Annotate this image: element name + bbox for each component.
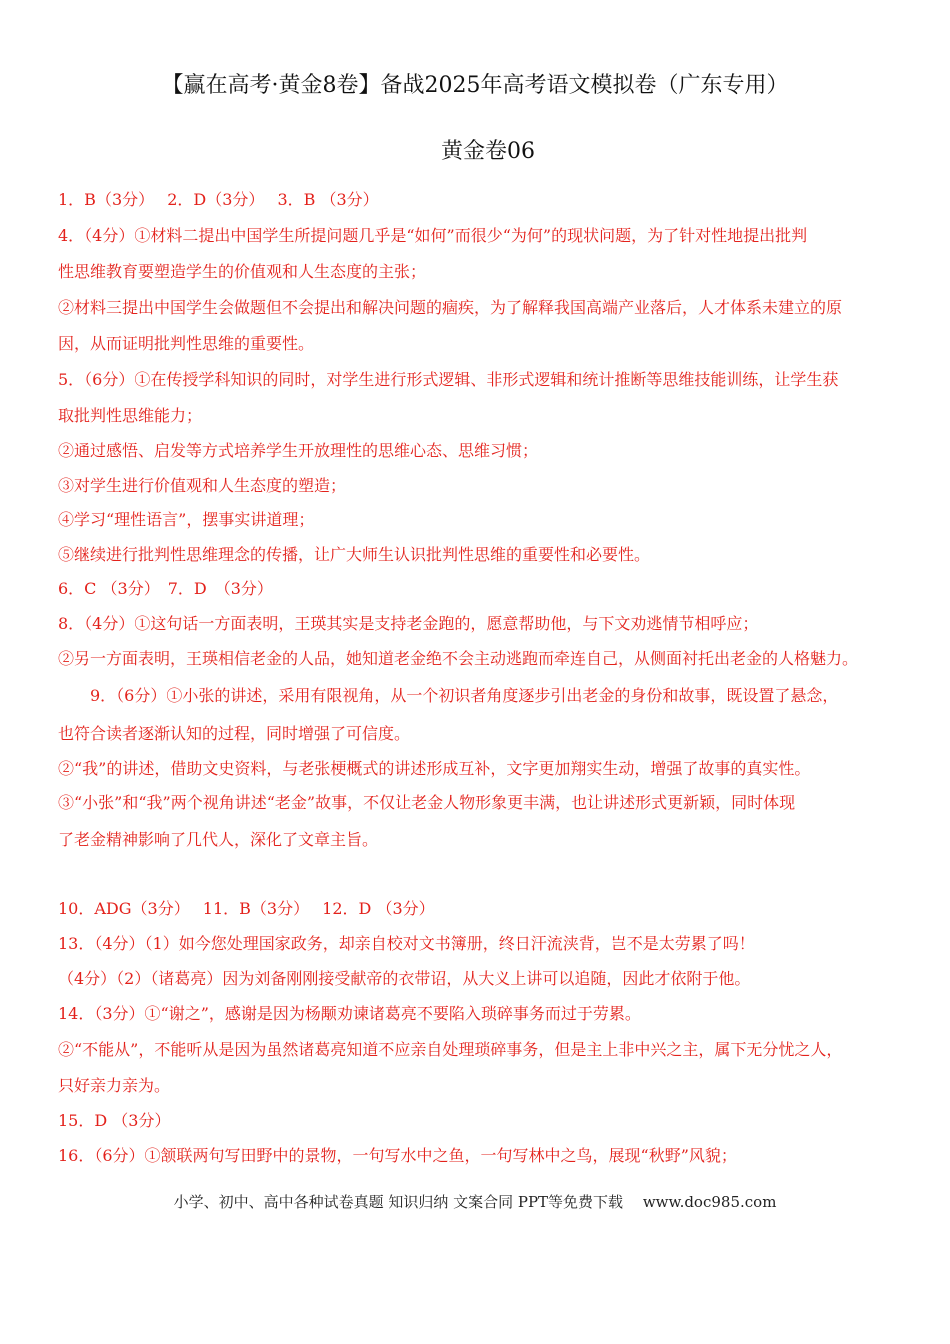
answer-line: 13．（4分）（1）如今您处理国家政务，却亲自校对文书簿册，终日汗流浃背，岂不是太劳累了吗！ <box>58 934 755 953</box>
answer-line: 因，从而证明批判性思维的重要性。 <box>58 334 315 353</box>
answer-line: 4．（4分）①材料二提出中国学生所提问题几乎是“如何”而很少“为何”的现状问题，为了针对性地提出批判 <box>58 226 808 245</box>
answer-line: 8．（4分）①这句话一方面表明，王瑛其实是支持老金跑的，愿意帮助他，与下文劝逃情节相呼应； <box>58 614 759 633</box>
answer-line: 6．C （3分） 7．D （3分） <box>58 579 273 598</box>
answer-line: 16．（6分）①颔联两句写田野中的景物，一句写水中之鱼，一句写林中之鸟，展现“秋野”风貌； <box>58 1146 737 1165</box>
answer-line: 了老金精神影响了几代人，深化了文章主旨。 <box>58 830 379 849</box>
answer-line: ③对学生进行价值观和人生态度的塑造； <box>58 476 347 495</box>
page-footer: 小学、初中、高中各种试卷真题 知识归纳 文案合同 PPT等免费下载 www.doc985.com <box>173 1193 777 1211</box>
answer-line: 1．B（3分） 2．D（3分） 3．B （3分） <box>58 190 379 209</box>
answer-line: ②“我”的讲述，借助文史资料，与老张梗概式的讲述形成互补，文字更加翔实生动，增强了故事的真实性。 <box>58 759 811 778</box>
answer-line: ④学习“理性语言”，摆事实讲道理； <box>58 510 315 529</box>
answer-line: ②通过感悟、启发等方式培养学生开放理性的思维心态、思维习惯； <box>58 441 539 460</box>
answer-line: ②“不能从”，不能听从是因为虽然诸葛亮知道不应亲自处理琐碎事务，但是主上非中兴之主，属下无分忧之人， <box>58 1040 843 1059</box>
answer-line: 14．（3分）①“谢之”，感谢是因为杨颙劝谏诸葛亮不要陷入琐碎事务而过于劳累。 <box>58 1004 641 1023</box>
answer-line: ③“小张”和“我”两个视角讲述“老金”故事，不仅让老金人物形象更丰满，也让讲述形式更新颖，同时体现 <box>58 793 796 812</box>
answer-line: ⑤继续进行批判性思维理念的传播，让广大师生认识批判性思维的重要性和必要性。 <box>58 545 651 564</box>
document-title: 【赢在高考·黄金8卷】备战2025年高考语文模拟卷（广东专用） <box>161 73 789 98</box>
answer-line: 取批判性思维能力； <box>58 406 203 425</box>
answer-line: ②材料三提出中国学生会做题但不会提出和解决问题的痼疾，为了解释我国高端产业落后，人才体系未建立的原 <box>58 298 843 317</box>
answer-line: 5．（6分）①在传授学科知识的同时，对学生进行形式逻辑、非形式逻辑和统计推断等思维技能训练，让学生获 <box>58 370 839 389</box>
answer-line: 9．（6分）①小张的讲述，采用有限视角，从一个初识者角度逐步引出老金的身份和故事，既设置了悬念， <box>90 686 839 705</box>
answer-line: 10．ADG（3分） 11．B（3分） 12．D （3分） <box>58 899 435 918</box>
answer-line: 也符合读者逐渐认知的过程，同时增强了可信度。 <box>58 724 411 743</box>
answer-line: 性思维教育要塑造学生的价值观和人生态度的主张； <box>58 262 427 281</box>
answer-line: 15．D （3分） <box>58 1111 171 1130</box>
document-subtitle: 黄金卷06 <box>441 139 535 164</box>
answer-line: （4分）（2）（诸葛亮）因为刘备刚刚接受献帝的衣带诏，从大义上讲可以追随，因此才依附于他。 <box>58 969 751 988</box>
answer-line: 只好亲力亲为。 <box>58 1076 171 1095</box>
answer-line: ②另一方面表明，王瑛相信老金的人品，她知道老金绝不会主动逃跑而牵连自己，从侧面衬托出老金的人格魅力。 <box>58 649 859 668</box>
